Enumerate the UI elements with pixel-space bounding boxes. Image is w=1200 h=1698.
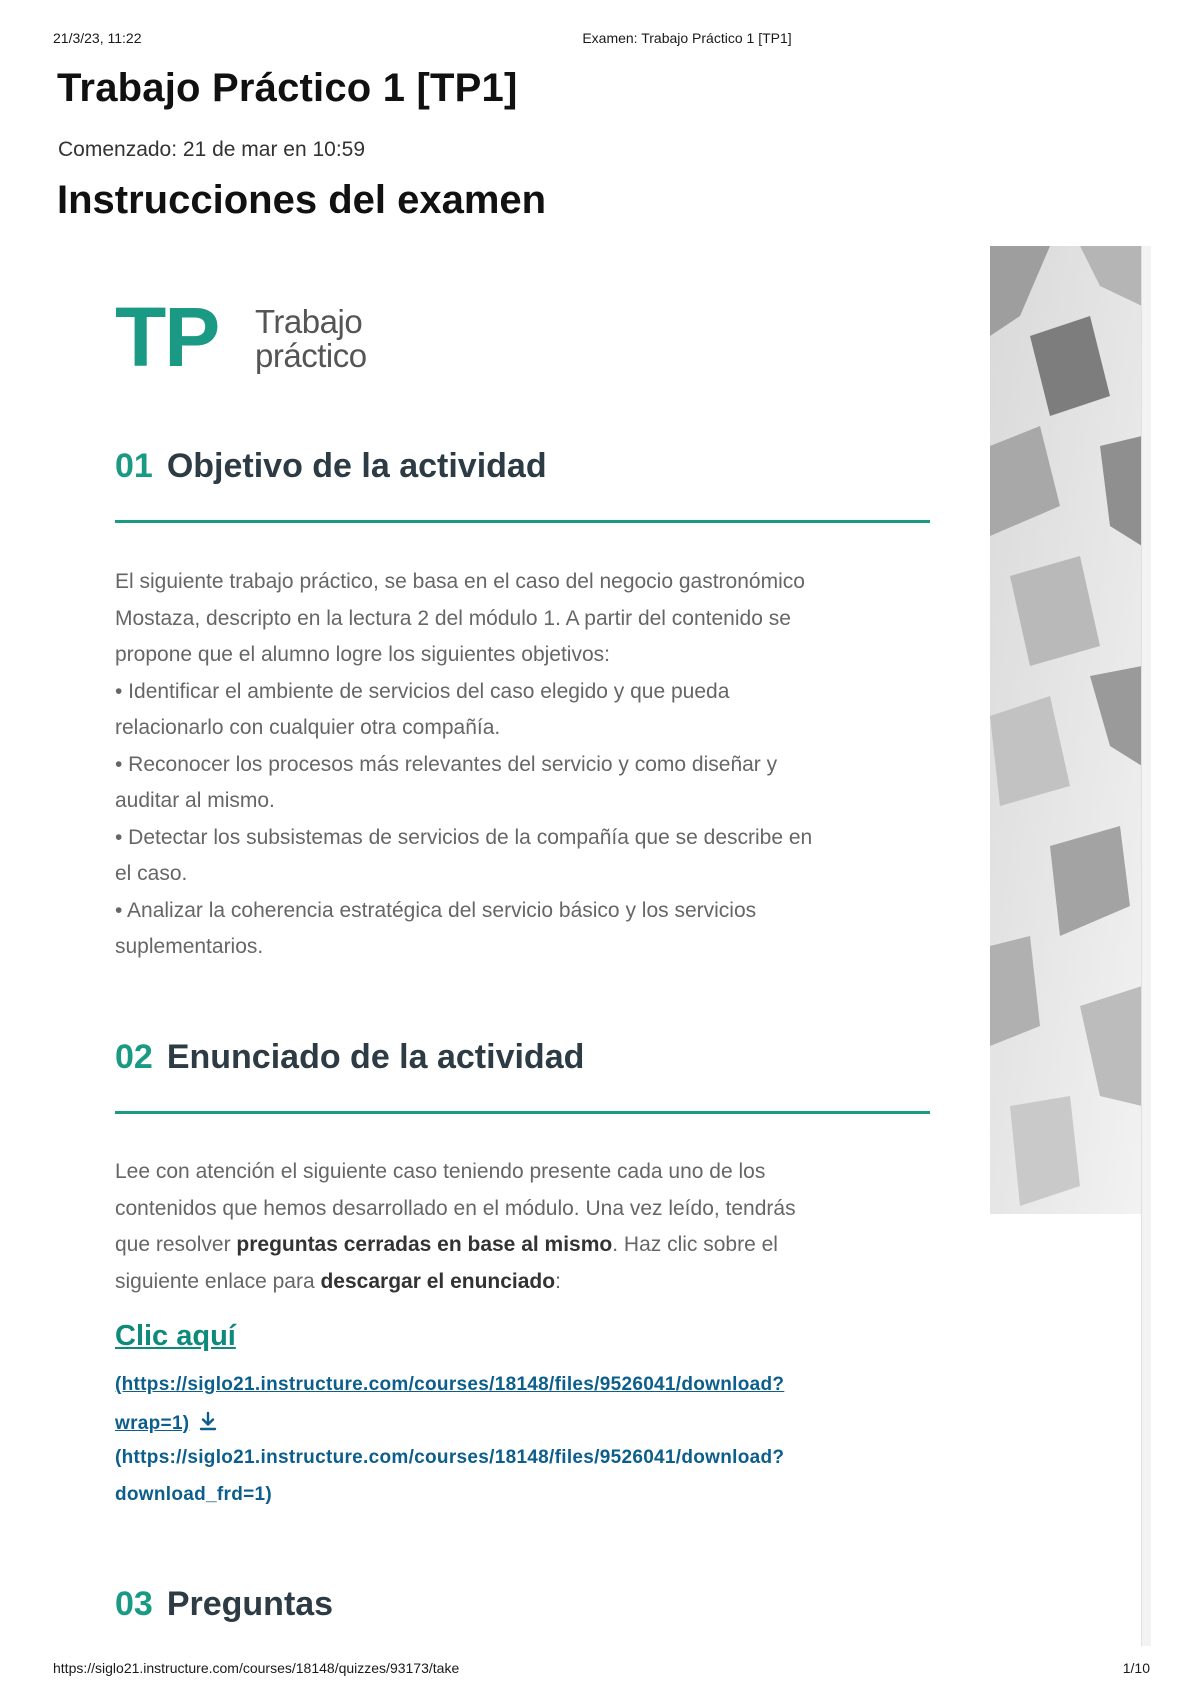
architecture-photo-icon xyxy=(990,246,1142,1214)
quiz-title: Trabajo Práctico 1 [TP1] xyxy=(57,66,518,110)
section-02-heading xyxy=(115,1038,584,1077)
tp-logo xyxy=(115,290,415,385)
body-line: • Detectar los subsistemas de servicios de la compañía que se describe en xyxy=(115,825,813,849)
section-02-title: Enunciado de la actividad xyxy=(166,1038,585,1076)
body-line: • Reconocer los procesos más relevantes del servicio y como diseñar y xyxy=(115,752,778,776)
section-03-number: 03 xyxy=(115,1585,153,1623)
print-url: https://siglo21.instructure.com/courses/18148/quizzes/93173/take xyxy=(53,1660,460,1676)
print-page-title: Examen: Trabajo Práctico 1 [TP1] xyxy=(582,30,792,46)
instructions-title: Instrucciones del examen xyxy=(57,178,547,222)
section-02-divider xyxy=(115,1111,930,1114)
body-line xyxy=(115,1264,935,1301)
body-line: suplementarios. xyxy=(115,935,264,958)
bold-text: preguntas cerradas en base al mismo xyxy=(236,1233,613,1256)
text-run: : xyxy=(555,1269,561,1293)
body-line: relacionarlo con cualquier otra compañía. xyxy=(115,716,501,739)
body-line: contenidos que hemos desarrollado en el módulo. Una vez leído, tendrás xyxy=(115,1196,796,1220)
download-link-url-1[interactable]: (https://siglo21.instructure.com/courses/18148/files/9526041/download? xyxy=(115,1374,785,1395)
click-here-link[interactable]: Clic aquí xyxy=(115,1320,236,1352)
print-header xyxy=(0,30,1200,50)
text-run: que resolver xyxy=(115,1233,237,1256)
section-01-body xyxy=(115,564,935,966)
body-line: • Identificar el ambiente de servicios del caso elegido y que pueda xyxy=(115,679,730,703)
section-03-title: Preguntas xyxy=(166,1585,334,1623)
text-run: . Haz clic sobre el xyxy=(612,1233,778,1256)
text-run: siguiente enlace para xyxy=(115,1269,321,1293)
section-01-heading xyxy=(115,447,547,486)
body-line: el caso. xyxy=(115,862,188,885)
section-02-body xyxy=(115,1154,935,1300)
body-line: • Analizar la coherencia estratégica del servicio básico y los servicios xyxy=(115,898,757,922)
body-line: auditar al mismo. xyxy=(115,789,275,812)
tp-logo-mark: TP xyxy=(115,290,219,384)
body-line: Lee con atención el siguiente caso teniendo presente cada uno de los xyxy=(115,1160,766,1183)
scrollbar-track[interactable] xyxy=(1141,246,1151,1646)
section-01-title: Objetivo de la actividad xyxy=(166,447,547,485)
download-icon[interactable] xyxy=(197,1410,219,1432)
print-page-number: 1/10 xyxy=(1122,1660,1150,1676)
tp-logo-word2: práctico xyxy=(255,337,367,374)
body-line: Mostaza, descripto en la lectura 2 del módulo 1. A partir del contenido se xyxy=(115,606,791,630)
tp-logo-word1: Trabajo xyxy=(255,303,363,340)
body-line: El siguiente trabajo práctico, se basa en el caso del negocio gastronómico xyxy=(115,570,805,593)
body-line: propone que el alumno logre los siguientes objetivos: xyxy=(115,643,610,666)
section-02-number: 02 xyxy=(115,1038,153,1076)
section-01-divider xyxy=(115,520,930,523)
bold-text: descargar el enunciado xyxy=(320,1269,556,1293)
download-link-row[interactable] xyxy=(115,1410,219,1435)
section-01-number: 01 xyxy=(115,447,153,485)
decorative-side-image xyxy=(990,246,1142,1214)
section-03-heading xyxy=(115,1585,333,1624)
download-link-url-1-end[interactable]: wrap=1) xyxy=(115,1413,190,1434)
print-datetime: 21/3/23, 11:22 xyxy=(53,30,142,46)
started-timestamp: Comenzado: 21 de mar en 10:59 xyxy=(58,138,366,161)
print-footer xyxy=(0,1660,1200,1680)
download-link-url-2-end[interactable]: download_frd=1) xyxy=(115,1484,273,1505)
body-line xyxy=(115,1227,935,1264)
download-link-url-2[interactable]: (https://siglo21.instructure.com/courses/18148/files/9526041/download? xyxy=(115,1447,785,1468)
